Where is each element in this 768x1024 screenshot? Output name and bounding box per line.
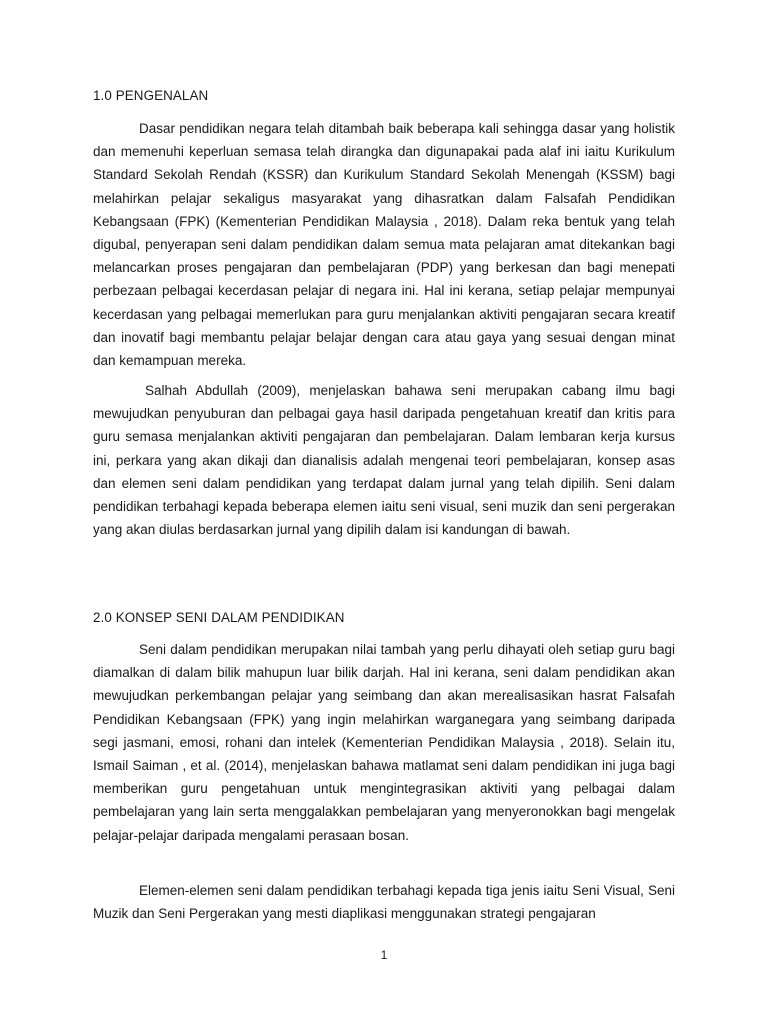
paragraph-pengenalan-1: Dasar pendidikan negara telah ditambah baik beberapa kali sehingga dasar yang holistik dan memenuhi keperluan semasa telah dirangka dan digunapakai pada alaf ini iaitu Kurikulum Standard Sekolah Rendah (KSSR) dan Kurikulum Standard Sekolah Menengah (KSSM) bagi melahirkan pelajar sekaligus masyarakat yang dihasratkan dalam Falsafah Pendidikan Kebangsaan (FPK) (Kementerian Pendidikan Malaysia , 2018). Dalam reka bentuk yang telah digubal, penyerapan seni dalam pendidikan dalam semua mata pelajaran amat ditekankan bagi melancarkan proses pengajaran dan pembelajaran (PDP) yang berkesan dan bagi menepati perbezaan pelbagai kecerdasan pelajar di negara ini. Hal ini kerana, setiap pelajar mempunyai kecerdasan yang pelbagai memerlukan para guru menjalankan aktiviti pengajaran secara kreatif dan inovatif bagi membantu pelajar belajar dengan cara atau gaya yang sesuai dengan minat dan kemampuan mereka. [93, 121, 675, 369]
paragraph-konsep-seni-1: Seni dalam pendidikan merupakan nilai tambah yang perlu dihayati oleh setiap guru bagi diamalkan di dalam bilik mahupun luar bilik darjah. Hal ini kerana, seni dalam pendidikan akan mewujudkan perkembangan pelajar yang seimbang dan akan merealisasikan hasrat Falsafah Pendidikan Kebangsaan (FPK) yang ingin melahirkan warganegara yang seimbang daripada segi jasmani, emosi, rohani dan intelek (Kementerian Pendidikan Malaysia , 2018). Selain itu, Ismail Saiman , et al. (2014), menjelaskan bahawa matlamat seni dalam pendidikan ini juga bagi memberikan guru pengetahuan untuk mengintegrasikan aktiviti yang pelbagai dalam pembelajaran yang lain serta menggalakkan pembelajaran yang menyeronokkan bagi mengelak pelajar-pelajar daripada mengalami perasaan bosan. [93, 642, 675, 843]
paragraph-konsep-seni-2: Elemen-elemen seni dalam pendidikan terbahagi kepada tiga jenis iaitu Seni Visual, Seni Muzik dan Seni Pergerakan yang mesti diaplikasi menggunakan strategi pengajaran [93, 883, 675, 922]
paragraph-pengenalan-2: Salhah Abdullah (2009), menjelaskan bahawa seni merupakan cabang ilmu bagi mewujudkan penyuburan dan pelbagai gaya hasil daripada pengetahuan kreatif dan kritis para guru semasa menjalankan aktiviti pengajaran dan pembelajaran. Dalam lembaran kerja kursus ini, perkara yang akan dikaji dan dianalisis adalah mengenai teori pembelajaran, konsep asas dan elemen seni dalam pendidikan yang terdapat dalam jurnal yang telah dipilih. Seni dalam pendidikan terbahagi kepada beberapa elemen iaitu seni visual, seni muzik dan seni pergerakan yang akan diulas berdasarkan jurnal yang dipilih dalam isi kandungan di bawah. [93, 383, 675, 538]
section-heading-konsep-seni: 2.0 KONSEP SENI DALAM PENDIDIKAN [93, 610, 345, 625]
section-heading-pengenalan: 1.0 PENGENALAN [93, 88, 209, 103]
page-number: 1 [380, 948, 388, 962]
